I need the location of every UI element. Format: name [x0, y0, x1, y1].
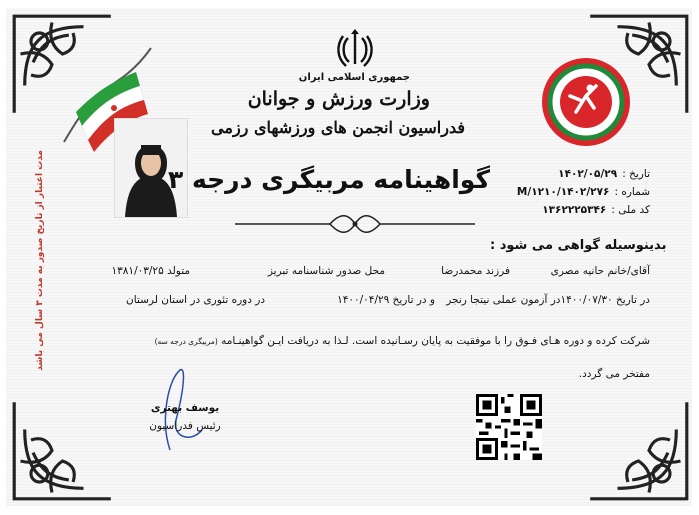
national-code-value: ۱۳۶۲۲۲۵۳۴۶	[542, 204, 607, 216]
header-ministry: وزارت ورزش و جوانان	[247, 88, 430, 110]
completion-text: شرکت کرده و دوره هـای فـوق را با موفقیت به پایان رسـانیده است. لـذا به دریافت ایـن گواهینـامه	[221, 335, 650, 347]
course-theory-date: و در تاریخ ۱۴۰۰/۰۴/۲۹	[337, 294, 435, 306]
header-federation: فدراسیون انجمن های ورزشهای رزمی	[211, 118, 465, 137]
father-name	[390, 265, 510, 277]
father-label: فرزند	[485, 265, 510, 277]
validity-note: مدت اعتبار از تاریخ صدور به مدت ۳ سال می باشد	[35, 150, 45, 371]
name-label: آقای/خانم	[607, 265, 650, 277]
number-value: ۱۴۰۲/۲۷۶/M/۱۲۱۰	[516, 186, 610, 198]
birth-date	[60, 265, 190, 277]
corner-ornament-bottom-left	[10, 398, 115, 503]
completion-grade: (مربیگری درجه سه)	[154, 337, 218, 346]
birth-label: متولد	[167, 265, 190, 277]
date-row	[520, 162, 650, 181]
header-republic: جمهوری اسلامی ایران	[298, 72, 410, 83]
signatory-name: یوسف بهتری	[150, 402, 220, 414]
iran-emblem-icon	[334, 28, 376, 70]
person-name	[520, 265, 650, 277]
number-label: شماره :	[614, 186, 650, 198]
intro-text: بدینوسیله گواهی می شود :	[490, 238, 667, 253]
issue-place-label: محل صدور شناسنامه	[291, 265, 385, 277]
closing-text: مفتخر می گردد.	[578, 368, 650, 380]
title-divider-ornament	[230, 213, 480, 235]
father-value: محمدرضا	[441, 265, 483, 277]
certificate-title: گواهینامه مربیگری درجه ۳	[168, 165, 490, 194]
issue-place	[230, 265, 385, 277]
birth-value: ۱۳۸۱/۰۳/۲۵	[111, 265, 164, 277]
national-code-row	[520, 198, 650, 217]
number-row	[516, 180, 650, 199]
date-label: تاریخ :	[622, 168, 650, 180]
signatory-role: رئیس فدراسیون	[149, 420, 221, 432]
course-theory-place: در دوره تئوری در استان لرستان	[126, 294, 265, 306]
federation-logo-icon	[540, 56, 632, 148]
date-value: ۱۴۰۲/۰۵/۲۹	[558, 168, 618, 180]
name-value: حانیه مصری	[550, 265, 605, 277]
completion-statement	[80, 335, 650, 347]
issue-place-value: تبریز	[267, 265, 289, 277]
course-practical: در تاریخ ۱۴۰۰/۰۷/۳۰در آزمون عملی نیتجا رنجر	[446, 294, 650, 306]
corner-ornament-bottom-right	[586, 398, 691, 503]
qr-code-icon[interactable]	[476, 394, 542, 460]
national-code-label: کد ملی :	[611, 204, 650, 216]
